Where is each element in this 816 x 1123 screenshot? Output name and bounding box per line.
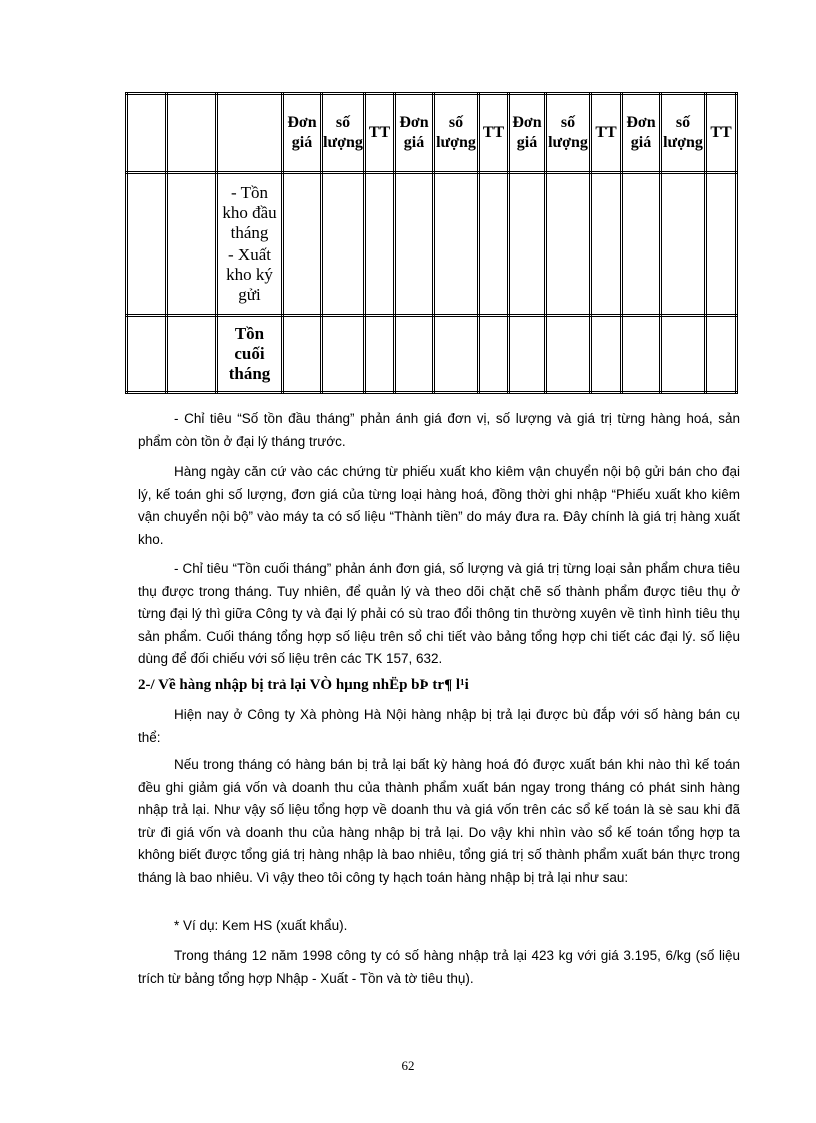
- table-cell: [479, 316, 509, 393]
- table-cell: [127, 173, 167, 316]
- header-tt: TT: [365, 94, 395, 173]
- header-so-luong: số lượng: [434, 94, 479, 173]
- paragraph-example-detail: Trong tháng 12 năm 1998 công ty có số hàng nhập trả lại 423 kg với giá 3.195, 6/kg (số liệu trích từ bảng tổng hợp Nhập - Xuất - Tồn và tờ tiêu thụ).: [138, 948, 740, 986]
- table-cell: [706, 173, 737, 316]
- table-cell: [365, 316, 395, 393]
- table-row: [127, 173, 737, 316]
- table-cell: [546, 316, 591, 393]
- table-cell: [706, 316, 737, 393]
- table-cell: [167, 316, 217, 393]
- table-cell: [509, 173, 546, 316]
- table-cell: [217, 94, 283, 173]
- header-tt: TT: [591, 94, 622, 173]
- paragraph-daily-entries: Hàng ngày căn cứ vào các chứng từ phiếu xuất kho kiêm vận chuyển nội bộ gửi bán cho đại lý, kế toán ghi số lượng, đơn giá của từng loại hàng hoá, đồng thời ghi nhập “Phiếu xuất kho kiêm vận chuyển nội bộ” vào máy ta có số liệu “Thành tiền” do máy đưa ra. Đây chính là giá trị hàng xuất kho.: [138, 464, 740, 547]
- header-tt: TT: [479, 94, 509, 173]
- table-cell: [127, 94, 167, 173]
- table-cell: [395, 316, 434, 393]
- table-cell: [479, 173, 509, 316]
- header-so-luong: số lượng: [661, 94, 706, 173]
- table-cell: [283, 316, 322, 393]
- table-row: [127, 316, 737, 393]
- table-cell: [434, 316, 479, 393]
- paragraph-returns-intro: Hiện nay ở Công ty Xà phòng Hà Nội hàng nhập bị trả lại được bù đắp với số hàng bán cụ thể:: [138, 707, 740, 745]
- consignment-out-label: - Xuất kho ký gửi: [226, 245, 273, 304]
- table-cell: [395, 173, 434, 316]
- row-label-opening: [217, 173, 283, 316]
- inventory-table: [125, 92, 738, 394]
- table-cell: [591, 173, 622, 316]
- paragraph-example: * Ví dụ: Kem HS (xuất khẩu).: [174, 918, 348, 933]
- table-cell: [322, 173, 365, 316]
- header-don-gia: Đơn giá: [509, 94, 546, 173]
- table-cell: [365, 173, 395, 316]
- table-cell: [283, 173, 322, 316]
- table-cell: [591, 316, 622, 393]
- table-cell: [546, 173, 591, 316]
- header-don-gia: Đơn giá: [283, 94, 322, 173]
- table-cell: [622, 173, 661, 316]
- header-so-luong: số lượng: [546, 94, 591, 173]
- table-cell: [167, 173, 217, 316]
- table-cell: [167, 94, 217, 173]
- table-header-row: [127, 94, 737, 173]
- table-cell: [661, 316, 706, 393]
- table-cell: [509, 316, 546, 393]
- header-don-gia: Đơn giá: [622, 94, 661, 173]
- opening-stock-label: - Tồn kho đầu tháng: [222, 183, 277, 242]
- section-heading: 2-/ Về hàng nhập bị trả lại VÒ hµng nhËp bÞ tr¶ l¹i: [138, 677, 469, 693]
- header-don-gia: Đơn giá: [395, 94, 434, 173]
- table-cell: [127, 316, 167, 393]
- closing-stock-label: Tồn cuối tháng: [217, 316, 283, 393]
- page-number: 62: [401, 1058, 415, 1073]
- table-cell: [322, 316, 365, 393]
- paragraph-returns-detail: Nếu trong tháng có hàng bán bị trả lại bất kỳ hàng hoá đó được xuất bán khi nào thì kế toán đều ghi giảm giá vốn và doanh thu của thành phẩm xuất bán ngay trong tháng có phát sinh hàng nhập trả lại. Như vậy số liệu tổng hợp về doanh thu và giá vốn trên các sổ kế toán là sè sau khi đã trừ đi giá vốn và doanh thu của hàng nhập bị trả lại. Do vậy khi nhìn vào sổ kế toán tổng hợp ta không biết được tổng giá trị hàng nhập là bao nhiêu, tổng giá trị số thành phẩm xuất bán thực trong tháng là bao nhiêu. Vì vậy theo tôi công ty hạch toán hàng nhập bị trả lại như sau:: [138, 757, 740, 885]
- table-cell: [434, 173, 479, 316]
- paragraph-closing-stock: - Chỉ tiêu “Tồn cuối tháng” phản ánh đơn giá, số lượng và giá trị từng loại sản phẩm chưa tiêu thụ được trong tháng. Tuy nhiên, để quản lý và theo dõi chặt chẽ số thành phẩm được tiêu thụ ở từng đại lý thì giữa Công ty và đại lý phải có sù trao đổi thông tin thường xuyên về tình hình tiêu thụ sản phẩm. Cuối tháng tổng hợp số liệu trên sổ chi tiết vào bảng tổng hợp chi tiết các đại lý. số liệu dùng để đối chiếu với số liệu trên các TK 157, 632.: [138, 561, 740, 667]
- header-so-luong: số lượng: [322, 94, 365, 173]
- table-cell: [661, 173, 706, 316]
- paragraph-opening-stock: - Chỉ tiêu “Số tồn đầu tháng” phản ánh giá đơn vị, số lượng và giá trị từng hàng hoá, sản phẩm còn tồn ở đại lý tháng trước.: [138, 411, 740, 449]
- table-cell: [622, 316, 661, 393]
- header-tt: TT: [706, 94, 737, 173]
